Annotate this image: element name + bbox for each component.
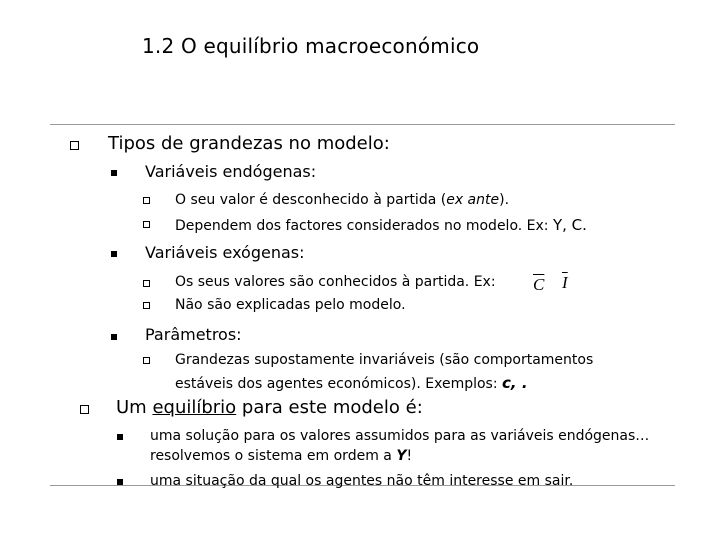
hollow-square-bullet-icon [143, 197, 150, 204]
equilibrium-item-1-line-2: resolvemos o sistema em ordem a Y! [150, 448, 413, 464]
hollow-square-bullet-icon [143, 357, 150, 364]
parameters-label: Parâmetros: [145, 325, 242, 344]
exogenous-var-c-bar: $\overline{C}$ [533, 275, 545, 294]
section2-heading: Um equilíbrio para este modelo é: [116, 397, 423, 418]
filled-square-bullet-icon [111, 170, 117, 176]
top-divider [50, 124, 675, 125]
equilibrium-item-1-line-1: uma solução para os valores assumidos para as variáveis endógenas… [150, 428, 650, 444]
exogenous-var-i-bar: $\overline{I}$ [562, 273, 568, 292]
section1-heading: Tipos de grandezas no modelo: [108, 133, 390, 154]
hollow-square-bullet-icon [70, 141, 79, 150]
hollow-square-bullet-icon [143, 221, 150, 228]
hollow-square-bullet-icon [80, 405, 89, 414]
equilibrium-item-2: uma situação da qual os agentes não têm interesse em sair. [150, 473, 574, 489]
slide-title: 1.2 O equilíbrio macroeconómico [142, 34, 480, 58]
parameters-item-1-line-2: estáveis dos agentes económicos). Exemplos: c, . [175, 374, 528, 392]
filled-square-bullet-icon [117, 479, 123, 485]
filled-square-bullet-icon [117, 434, 123, 440]
filled-square-bullet-icon [111, 251, 117, 257]
exogenous-label: Variáveis exógenas: [145, 243, 305, 262]
endogenous-item-2: Dependem dos factores considerados no modelo. Ex: Y, C. [175, 216, 587, 234]
endogenous-label: Variáveis endógenas: [145, 162, 317, 181]
exogenous-item-2: Não são explicadas pelo modelo. [175, 297, 406, 313]
hollow-square-bullet-icon [143, 302, 150, 309]
exogenous-item-1: Os seus valores são conhecidos à partida. Ex: [175, 274, 496, 290]
hollow-square-bullet-icon [143, 280, 150, 287]
endogenous-item-1: O seu valor é desconhecido à partida (ex ante). [175, 192, 510, 208]
filled-square-bullet-icon [111, 334, 117, 340]
parameters-item-1-line-1: Grandezas supostamente invariáveis (são comportamentos [175, 352, 594, 368]
